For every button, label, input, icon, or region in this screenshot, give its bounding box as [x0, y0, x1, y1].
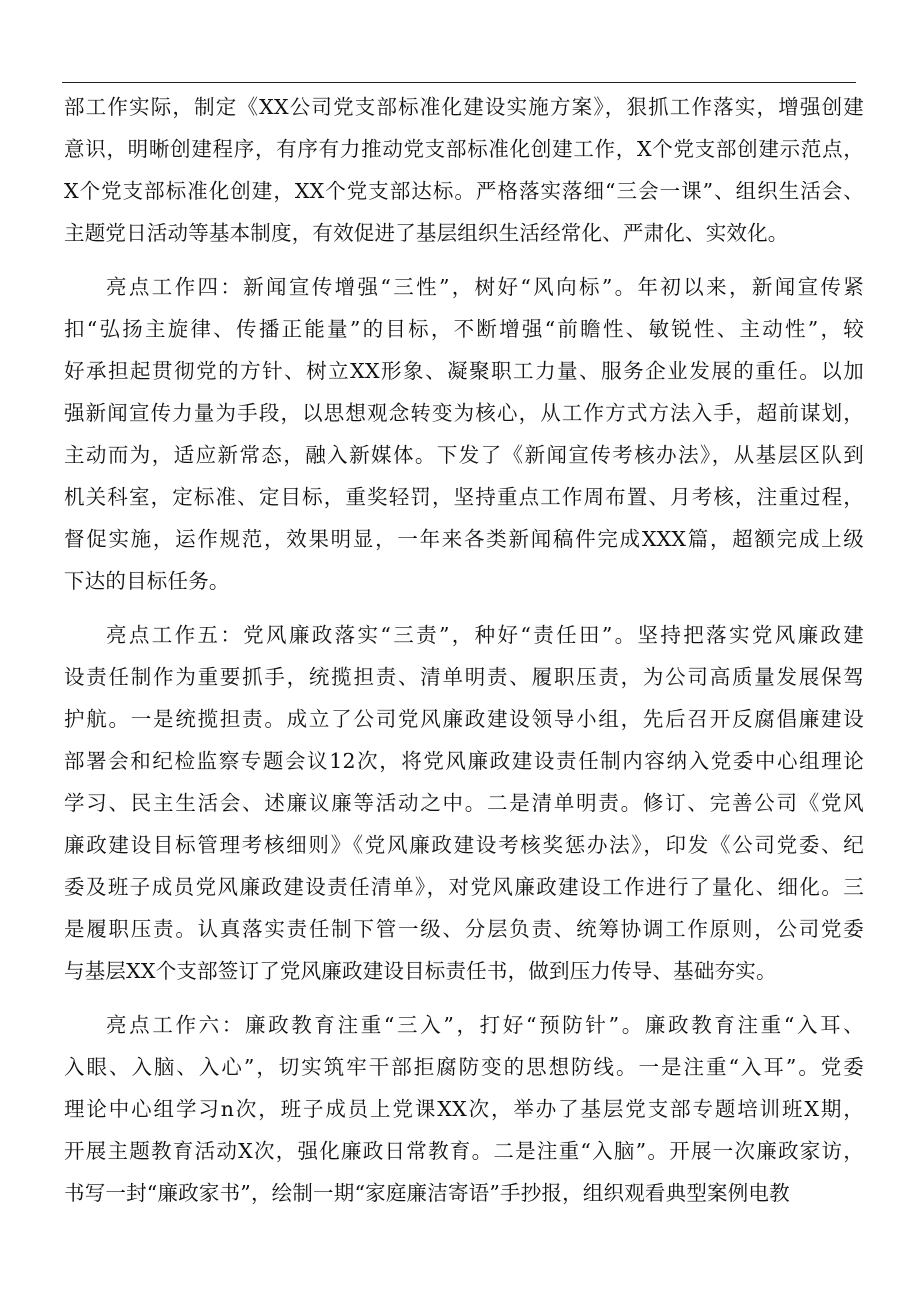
text-line: 下达的目标任务。 — [64, 569, 230, 593]
text-line: 开展主题教育活动X次，强化廉政日常教育。二是注重“入脑”。开展一次廉政家访， — [64, 1139, 864, 1163]
text-line: 护航。一是统揽担责。成立了公司党风廉政建设领导小组，先后召开反腐倡廉建设 — [64, 707, 864, 731]
text-line: 委及班子成员党风廉政建设责任清单》，对党风廉政建设工作进行了量化、细化。三 — [64, 875, 864, 899]
text-line: 亮点工作四：新闻宣传增强“三性”，树好“风向标”。年初以来，新闻宣传紧 — [106, 275, 864, 299]
text-line: 扣“弘扬主旋律、传播正能量”的目标，不断增强“前瞻性、敏锐性、主动性”，较 — [64, 317, 864, 341]
text-line: 学习、民主生活会、述廉议廉等活动之中。二是清单明责。修订、完善公司《党风 — [64, 791, 864, 815]
text-line: 入眼、入脑、入心”，切实筑牢干部拒腐防变的思想防线。一是注重“入耳”。党委 — [64, 1055, 864, 1079]
text-line: 意识，明晰创建程序，有序有力推动党支部标准化创建工作，X个党支部创建示范点， — [64, 137, 864, 161]
text-line: 书写一封“廉政家书”，绘制一期“家庭廉洁寄语”手抄报，组织观看典型案例电教 — [64, 1181, 790, 1205]
text-line: 是履职压责。认真落实责任制下管一级、分层负责、统筹协调工作原则，公司党委 — [64, 917, 864, 941]
paragraph-gap — [64, 254, 864, 266]
header-rule — [62, 82, 856, 83]
text-line: 强新闻宣传力量为手段，以思想观念转变为核心，从工作方式方法入手，超前谋划， — [64, 401, 864, 425]
paragraph — [64, 266, 864, 602]
text-line: 好承担起贯彻党的方针、树立XX形象、凝聚职工力量、服务企业发展的重任。以加 — [64, 359, 864, 383]
text-line: 理论中心组学习n次，班子成员上党课XX次，举办了基层党支部专题培训班X期， — [64, 1097, 864, 1121]
text-line: 部署会和纪检监察专题会议12次，将党风廉政建设责任制内容纳入党委中心组理论 — [64, 749, 864, 773]
text-line: 主动而为，适应新常态，融入新媒体。下发了《新闻宣传考核办法》，从基层区队到 — [64, 443, 864, 467]
text-line: 部工作实际，制定《XX公司党支部标准化建设实施方案》，狠抓工作落实，增强创建 — [64, 95, 864, 119]
text-line: 与基层XX个支部签订了党风廉政建设目标责任书，做到压力传导、基础夯实。 — [64, 959, 777, 983]
paragraph — [64, 1004, 864, 1214]
text-line: 廉政建设目标管理考核细则》《党风廉政建设考核奖惩办法》，印发《公司党委、纪 — [64, 833, 864, 857]
paragraph-gap — [64, 992, 864, 1004]
text-line: 督促实施，运作规范，效果明显，一年来各类新闻稿件完成XXX篇，超额完成上级 — [64, 527, 864, 551]
text-line: 主题党日活动等基本制度，有效促进了基层组织生活经常化、严肃化、实效化。 — [64, 221, 789, 245]
text-line: 亮点工作五：党风廉政落实“三责”，种好“责任田”。坚持把落实党风廉政建 — [106, 623, 864, 647]
paragraph-gap — [64, 602, 864, 614]
text-line: 机关科室，定标准、定目标，重奖轻罚，坚持重点工作周布置、月考核，注重过程， — [64, 485, 864, 509]
paragraph — [64, 86, 864, 254]
document-body — [64, 86, 864, 1214]
text-line: X个党支部标准化创建，XX个党支部达标。严格落实落细“三会一课”、组织生活会、 — [64, 179, 864, 203]
paragraph — [64, 614, 864, 992]
text-line: 亮点工作六：廉政教育注重“三入”，打好“预防针”。廉政教育注重“入耳、 — [106, 1013, 864, 1037]
text-line: 设责任制作为重要抓手，统揽担责、清单明责、履职压责，为公司高质量发展保驾 — [64, 665, 864, 689]
